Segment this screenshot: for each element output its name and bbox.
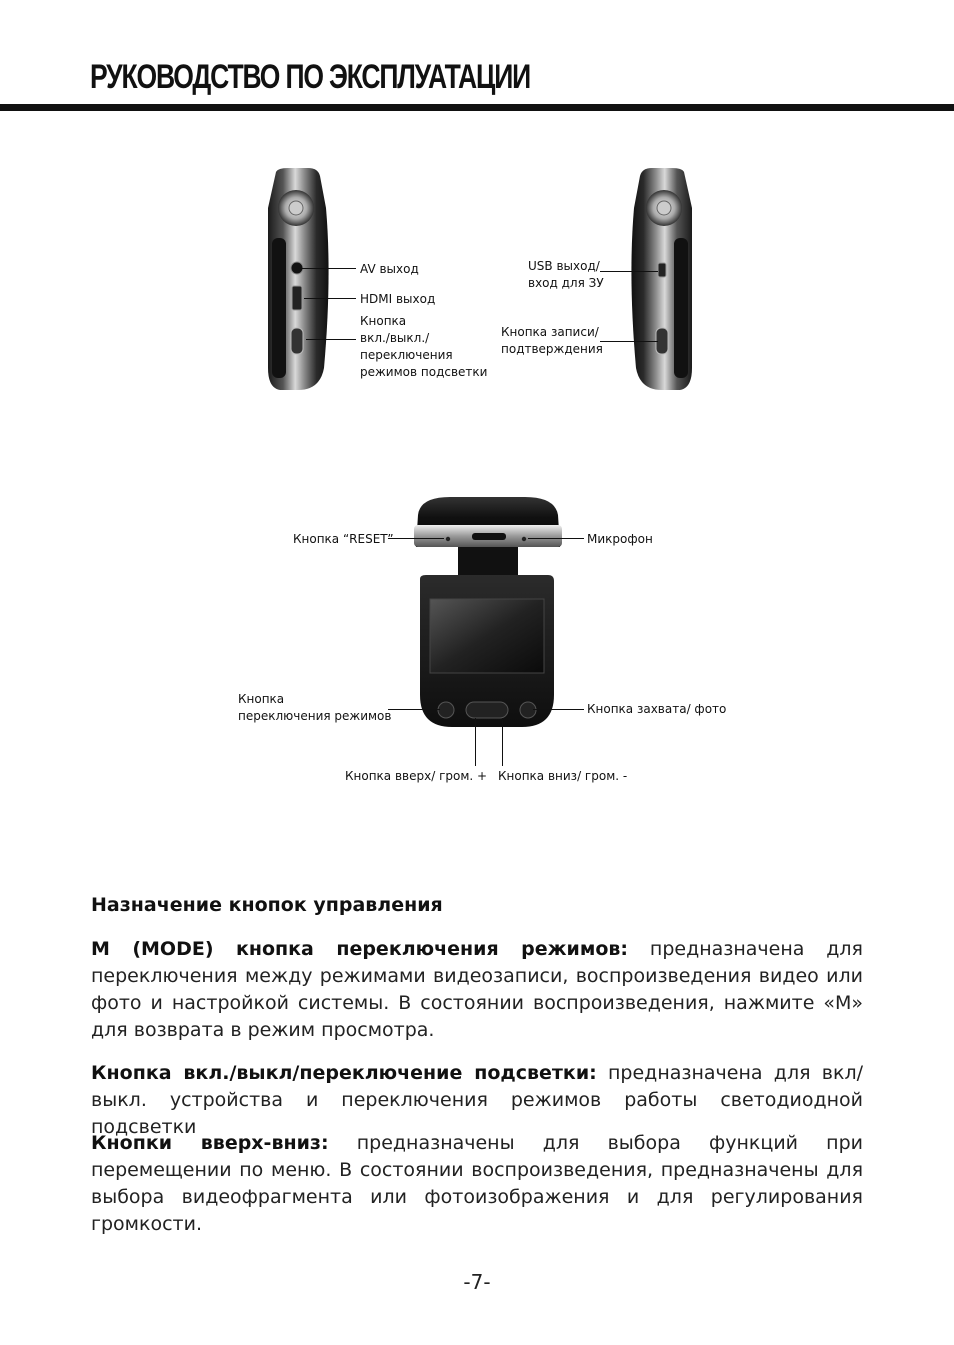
page-title: РУКОВОДСТВО ПО ЭКСПЛУАТАЦИИ <box>90 58 531 96</box>
paragraph-term: M (MODE) кнопка переключения режимов: <box>91 938 629 960</box>
device-front-view <box>410 495 565 735</box>
paragraph-power: Кнопка вкл./выкл/переключение подсветки: предназначена для вкл/выкл. устройства и переключения режимов работы светодиодной подсветки <box>91 1062 863 1138</box>
display-screen <box>430 599 544 673</box>
usb-output-label: USB выход/ вход для ЗУ <box>528 259 604 290</box>
device-side-view-left <box>258 168 338 393</box>
down-button-label: Кнопка вниз/ гром. - <box>498 769 628 783</box>
capture-button-label: Кнопка захвата/ фото <box>587 702 727 716</box>
up-button-label: Кнопка вверх/ гром. + <box>345 769 488 783</box>
up-down-button-icon[interactable] <box>466 702 508 718</box>
reset-hole-icon[interactable] <box>446 537 450 541</box>
page-number: -7- <box>463 1270 491 1294</box>
paragraph-up-down: Кнопки вверх-вниз: предназначены для выбора функций при перемещении по меню. В состоянии воспроизведения, предназначены для выбора видеофрагмента или фотоизображения и для регулирования громкости. <box>91 1132 863 1235</box>
power-button-label: Кнопка вкл./выкл./ переключения режимов подсветки <box>360 314 488 379</box>
power-button-icon[interactable] <box>291 328 303 354</box>
microphone-icon <box>522 537 526 541</box>
hdmi-output-label: HDMI выход <box>360 292 436 306</box>
mode-button-label: Кнопка переключения режимов <box>238 692 392 723</box>
microphone-label: Микрофон <box>587 532 653 546</box>
av-output-label: AV выход <box>360 262 419 276</box>
reset-button-label: Кнопка “RESET” <box>293 532 394 546</box>
usb-port-icon <box>658 263 666 277</box>
speaker-grille-icon <box>472 533 506 540</box>
section-title: Назначение кнопок управления <box>91 894 443 916</box>
paragraph-mode: M (MODE) кнопка переключения режимов: предназначена для переключения между режимами видеозаписи, воспроизведения видео или фото и настройкой системы. В состоянии воспроизведения, нажмите «М» для возврата в режим просмотра. <box>91 938 863 1041</box>
header-rule <box>0 104 954 111</box>
device-side-view-right <box>622 168 702 393</box>
mode-button-icon[interactable] <box>438 702 454 718</box>
paragraph-term: Кнопки вверх-вниз: <box>91 1132 329 1154</box>
hdmi-port-icon <box>292 286 302 310</box>
capture-button-icon[interactable] <box>520 702 536 718</box>
paragraph-term: Кнопка вкл./выкл/переключение подсветки: <box>91 1062 597 1084</box>
record-button-label: Кнопка записи/ подтверждения <box>501 325 603 356</box>
